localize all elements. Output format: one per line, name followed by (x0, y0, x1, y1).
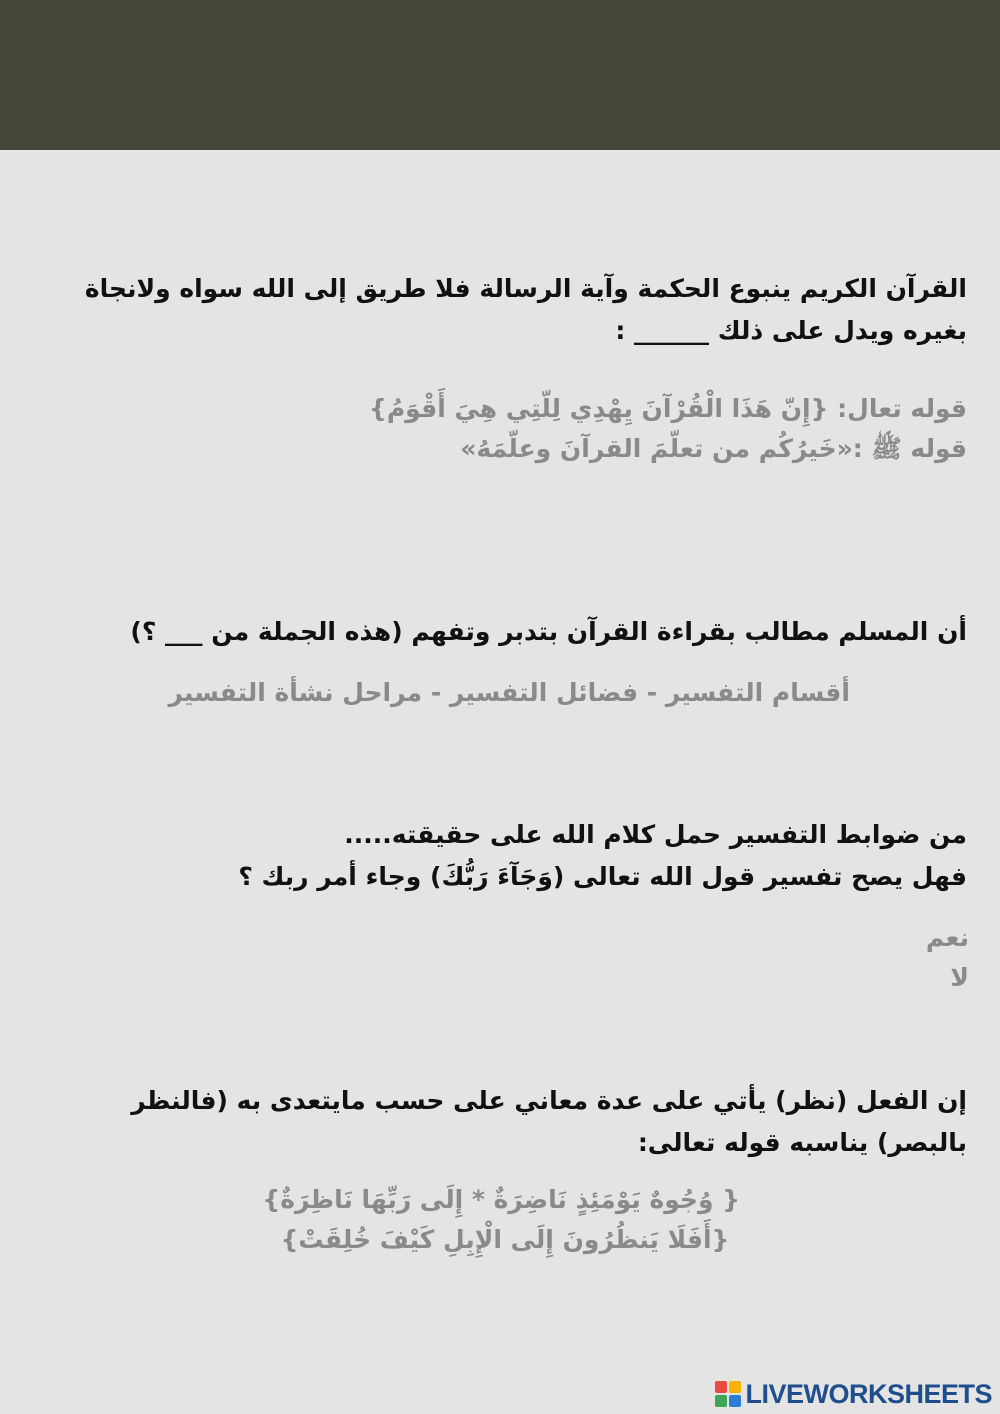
question-4-line-1: إن الفعل (نظر) يأتي على عدة معاني على حسب مايتعدى به (فالنظر (131, 1086, 967, 1115)
question-2 (130, 611, 967, 653)
question-2-line-1: أن المسلم مطالب بقراءة القرآن بتدبر وتفهم (هذه الجملة من ___ ؟) (130, 617, 967, 646)
option-q1-hadith[interactable]: قوله ﷺ :«خَيرُكُم من تعلّمَ القرآنَ وعلّمَهُ» (460, 434, 967, 463)
option-q4-ayah-1[interactable]: { وُجُوهٌ يَوْمَئِذٍ نَاضِرَةٌ * إِلَى رَبِّهَا نَاظِرَةٌ} (262, 1185, 740, 1214)
question-4 (131, 1080, 967, 1164)
question-3 (238, 814, 967, 898)
option-q3-yes[interactable]: نعم (925, 923, 969, 952)
question-4-options (262, 1180, 740, 1260)
liveworksheets-logo (715, 1378, 992, 1410)
question-1-options (369, 389, 967, 469)
question-3-line-1: من ضوابط التفسير حمل كلام الله على حقيقته..... (344, 820, 967, 849)
logo-text: LIVEWORKSHEETS (745, 1378, 992, 1409)
option-q1-ayah[interactable]: قوله تعال: {إِنّ هَذَا الْقُرْآنَ يِهْدِي لِلّتِي هِيَ أَقْوَمُ} (369, 394, 967, 423)
header-bar (0, 0, 1000, 150)
question-3-options (926, 918, 969, 998)
question-1 (85, 268, 967, 352)
question-3-line-2: فهل يصح تفسير قول الله تعالى (وَجَآءَ رَبُّكَ) وجاء أمر ربك ؟ (238, 862, 967, 891)
option-q4-ayah-2[interactable]: {أَفَلَا يَنظُرُونَ إِلَى الْإِبِلِ كَيْفَ خُلِقَتْ} (280, 1225, 730, 1254)
option-q2-choices[interactable]: أقسام التفسير - فضائل التفسير - مراحل نشأة التفسير (168, 678, 850, 707)
logo-mark-icon (715, 1381, 741, 1407)
option-q3-no[interactable]: لا (950, 963, 969, 992)
question-1-line-1: القرآن الكريم ينبوع الحكمة وآية الرسالة فلا طريق إلى الله سواه ولانجاة (84, 274, 967, 303)
question-2-options (168, 673, 850, 713)
question-4-line-2: بالبصر) يناسبه قوله تعالى: (637, 1128, 967, 1157)
question-1-line-2: بغيره ويدل على ذلك ______ : (615, 316, 967, 345)
